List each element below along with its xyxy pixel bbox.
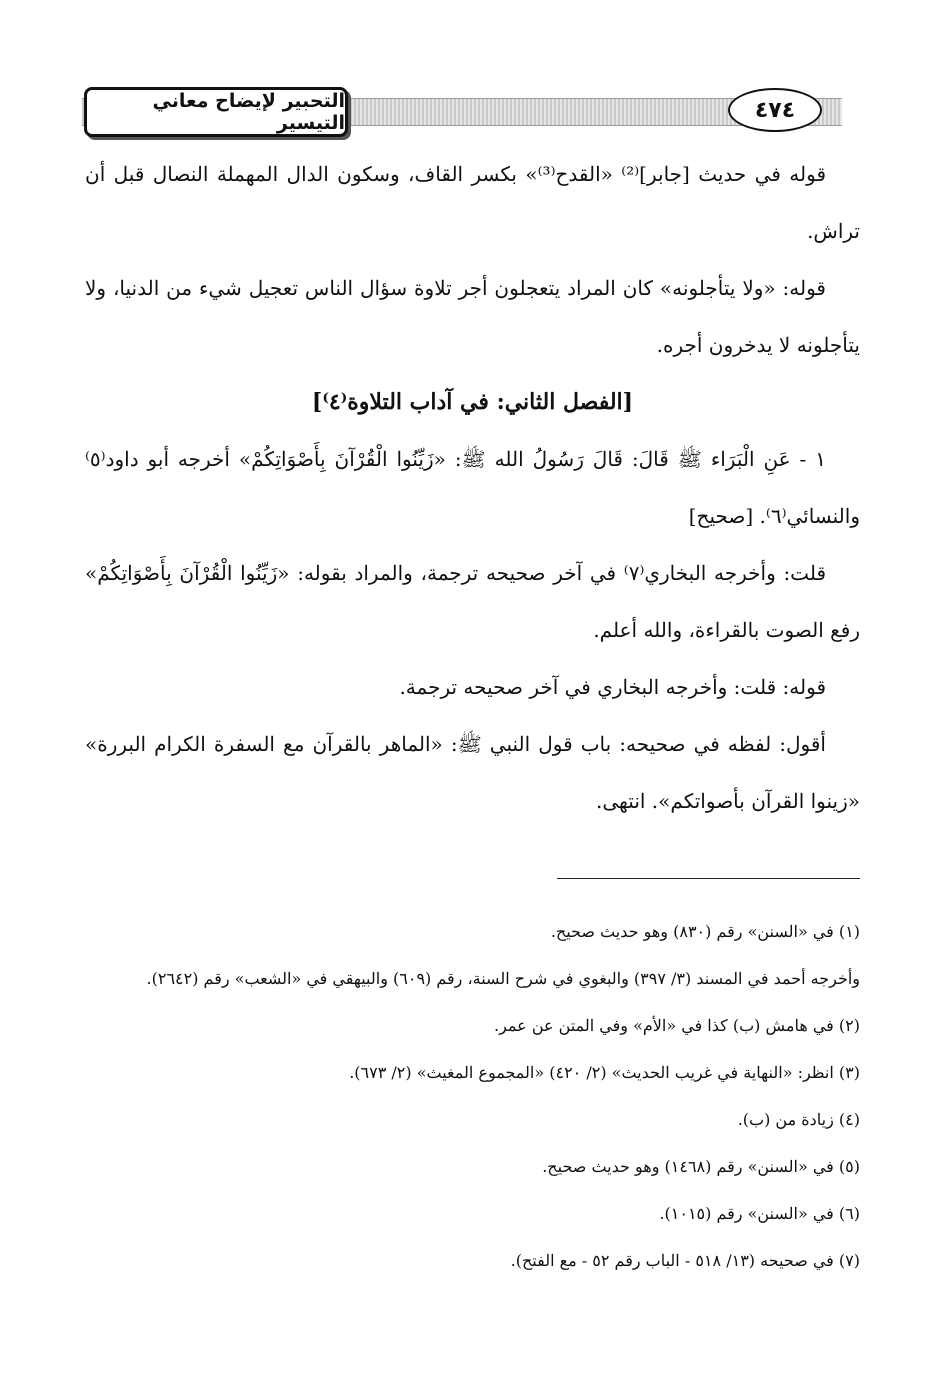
paragraph-5: قوله: قلت: وأخرجه البخاري في آخر صحيحه ترجمة. [399,675,826,699]
footnote-6: (٦) في «السنن» رقم (١٠١٥). [659,1204,860,1223]
paragraph-1: قوله في حديث [جابر]⁽²⁾ «القدح⁽³⁾» بكسر القاف، وسكون الدال المهملة النصال قبل أن تراش. [85,162,860,243]
running-header [82,84,842,140]
section-heading: [الفصل الثاني: في آداب التلاوة⁽٤⁾] [311,389,634,415]
hadith-1: ١ - عَنِ الْبَرَاء ﷺ قَالَ: قَالَ رَسُولُ الله ﷺ: «زَيِّنُوا الْقُرْآنَ بِأَصْوَاتِكُمْ» أخرجه أبو داود⁽٥⁾ والنسائي⁽٦⁾. [صحيح] [85,447,860,528]
footnotes [85,908,860,1284]
footnote-1: (١) في «السنن» رقم (٨٣٠) وهو حديث صحيح. [550,922,860,941]
footnote-4: (٤) زيادة من (ب). [737,1110,860,1129]
footnote-5: (٥) في «السنن» رقم (١٤٦٨) وهو حديث صحيح. [542,1157,860,1176]
footnote-2: (٢) في هامش (ب) كذا في «الأم» وفي المتن عن عمر. [494,1016,860,1035]
paragraph-4: قلت: وأخرجه البخاري⁽٧⁾ في آخر صحيحه ترجمة، والمراد بقوله: «زَيِّنُوا الْقُرْآنَ بِأَصْوَاتِكُمْ» رفع الصوت بالقراءة، والله أعلم. [85,561,860,642]
footnote-1-cont: وأخرجه أحمد في المسند (٣/ ٣٩٧) والبغوي في شرح السنة، رقم (٦٠٩) والبيهقي في «الشعب» رقم (٢٦٤٢). [146,969,860,988]
book-title: التحبير لإيضاح معاني التيسير [84,87,348,137]
footnote-3: (٣) انظر: «النهاية في غريب الحديث» (٢/ ٤٢٠) «المجموع المغيث» (٢/ ٦٧٣). [349,1063,860,1082]
paragraph-6: أقول: لفظه في صحيحه: باب قول النبي ﷺ: «الماهر بالقرآن مع السفرة الكرام البررة» «زينوا القرآن بأصواتكم». انتهى. [85,732,860,813]
footnote-7: (٧) في صحيحه (١٣/ ٥١٨ - الباب رقم ٥٢ - مع الفتح). [510,1251,860,1270]
paragraph-2: قوله: «ولا يتأجلونه» كان المراد يتعجلون أجر تلاوة سؤال الناس تعجيل شيء من الدنيا، ولا يتأجلونه لا يدخرون أجره. [85,276,860,357]
main-text [85,146,860,830]
footnote-divider [557,878,860,879]
page-number: ٤٧٤ [728,88,822,132]
